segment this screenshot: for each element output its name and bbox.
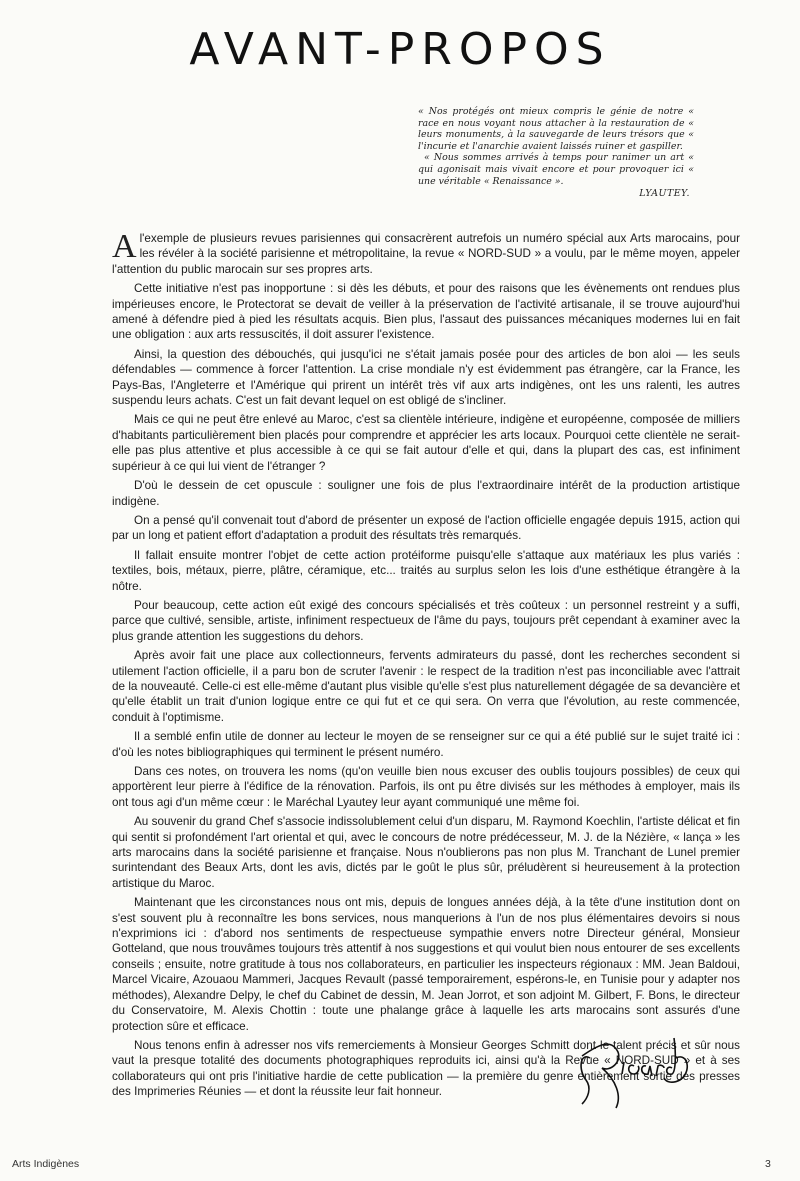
body-paragraph: Cette initiative n'est pas inopportune : si dès les débuts, et pour des raisons que les évènements ont rendues plus impérieuses encore, le Protectorat se devait de veiller à la préservation de l'activité artisanale, il se trouve aujourd'hui amené à défendre pied à pied les résultats acquis. Bien plus, l'assaut des puissances mécaniques modernes lui en fait une obligation : aux arts ressuscités, il doit assurer l'existence.	[112, 282, 740, 342]
page-number: 3	[765, 1158, 771, 1170]
body-paragraph: Mais ce qui ne peut être enlevé au Maroc, c'est sa clientèle intérieure, indigène et européenne, composée de milliers d'habitants particulièrement bien placés pour comprendre et apprécier les arts locaux. Pourquoi cette clientèle ne serait-elle pas plus attentive et plus accessible à ce qui se fait autour d'elle et qui, dans la plupart des cas, est infiniment supérieur à ce qui lui vient de l'étranger ?	[112, 413, 740, 473]
body-paragraph: Nous tenons enfin à adresser nos vifs remerciements à Monsieur Georges Schmitt dont le talent précis et sûr nous vaut la presque totalité des documents photographiques reproduits ici, ainsi qu'à la Revue « NORD-SUD » et à ses collaborateurs qui ont pris l'initiative hardie de cette publication — la première du genre entièrement sortie des presses des Imprimeries Réunies — et dont la réussite leur fait honneur.	[112, 1038, 740, 1099]
signature	[572, 1022, 702, 1110]
drop-cap: A	[112, 228, 137, 265]
body-paragraph: Dans ces notes, on trouvera les noms (qu'on veuille bien nous excuser des oublis toujours possibles) de ceux qui apportèrent leur pierre à l'édifice de la rénovation. Parfois, ils ont pu être divisés sur les méthodes à employer, mais ils ont tous agi d'un même cœur : le Maréchal Lyautey leur ayant communiqué une même foi.	[112, 765, 740, 809]
body-paragraph: Il fallait ensuite montrer l'objet de cette action protéiforme puisqu'elle s'attaque aux matériaux les plus variés : textiles, bois, métaux, pierre, plâtre, céramique, etc... traités au surplus selon les lois d'une esthétique étrangère à la nôtre.	[112, 548, 740, 593]
body-paragraph: Maintenant que les circonstances nous ont mis, depuis de longues années déjà, à la tête d'une institution dont on s'est souvent plu à reconnaître les bons services, nous manquerions à l'un de nos plus élémentaires devoirs si nous n'exprimions ici : d'abord nos sentiments de respectueuse sympathie envers notre Directeur général, Monsieur Gotteland, que nous trouvâmes toujours très attentif à nos suggestions et qui voulut bien nous entourer de ses excellents conseils ; ensuite, notre gratitude à tous nos collaborateurs, en particulier les inspecteurs régionaux : MM. Jean Baldoui, Marcel Vicaire, Azouaou Mammeri, Jacques Revault (passé temporairement, espérons-le, en Tunisie pour y adapter nos méthodes), Alexandre Delpy, le chef du Cabinet de dessin, M. Jean Jorrot, et son adjoint M. Gilbert, F. Bons, le directeur du Conservatoire, M. Alexis Chottin : toute une phalange grâce à laquelle les arts marocains sont assurés d'une protection sûre et efficace.	[112, 896, 740, 1033]
epigraph-paragraph: « Nous sommes arrivés à temps pour ranimer un art « qui agonisait mais vivait encore et pour provoquer ici « une véritable « Renaissance ».	[418, 152, 694, 187]
body-paragraph: Ainsi, la question des débouchés, qui jusqu'ici ne s'était jamais posée pour des articles de bon aloi — les seuls défendables — commence à forcer l'attention. La crise mondiale n'y est évidemment pas étrangère, car la France, les Pays-Bas, l'Angleterre et l'Amérique qui prirent un intérêt très vif aux arts indigènes, ont les uns ralenti, les autres suspendu leurs achats. C'est un fait devant lequel on est obligé de s'incliner.	[112, 347, 740, 408]
body-paragraph: Au souvenir du grand Chef s'associe indissolublement celui d'un disparu, M. Raymond Koechlin, l'artiste délicat et fin qui sentit si profondément l'art oriental et qui, avec le concours de notre prédécesseur, M. J. de la Nézière, « lança » les arts marocains dans la société parisienne et française. Nous n'oublierons pas non plus M. Tranchant de Lunel premier surintendant des Beaux Arts, dont les avis, dictés par le goût le plus sûr, préludèrent si heureusement à la protection artistique du Maroc.	[112, 815, 740, 890]
epigraph-quote	[418, 106, 694, 200]
body-paragraph: Après avoir fait une place aux collectionneurs, fervents admirateurs du passé, dont les recherches secondent si utilement l'action officielle, il a paru bon de scruter l'avenir : le respect de la tradition n'est pas inconciliable avec l'attrait de la nouveauté. Celle-ci est elle-même d'autant plus visible qu'elle s'est plus naturellement dégagée de sa devancière et qu'elle établit un trait d'union logique entre ce qui fut et ce qui sera. On verra que l'évolution, au reste commencée, conduit à l'optimisme.	[112, 649, 740, 724]
body-paragraph: On a pensé qu'il convenait tout d'abord de présenter un exposé de l'action officielle engagée depuis 1915, action qui par un long et patient effort d'adaptation a produit des résultats très remarqués.	[112, 513, 740, 543]
epigraph-author: LYAUTEY.	[639, 188, 690, 200]
body-text	[112, 228, 740, 1104]
publication-name: Arts Indigènes	[12, 1158, 80, 1170]
body-paragraph: Il a semblé enfin utile de donner au lecteur le moyen de se renseigner sur ce qui a été publié sur le sujet traité ici : d'où les notes bibliographiques qui terminent le présent numéro.	[112, 730, 740, 759]
epigraph-paragraph: « Nos protégés ont mieux compris le génie de notre « race en nous voyant nous attacher à la restauration de « leurs monuments, à la sauvegarde de leurs trésors que « l'incurie et l'anarchie avaient laissés ruiner et gaspiller.	[418, 106, 694, 152]
body-paragraph: D'où le dessein de cet opuscule : souligner une fois de plus l'extraordinaire intérêt de la production artistique indigène.	[112, 479, 740, 508]
body-paragraph: Al'exemple de plusieurs revues parisiennes qui consacrèrent autrefois un numéro spécial aux Arts marocains, pour les révéler à la société parisienne et métropolitaine, la revue « NORD-SUD » a voulu, par le même moyen, appeler l'attention du public marocain sur ses propres arts.	[112, 228, 740, 276]
body-paragraph: Pour beaucoup, cette action eût exigé des concours spécialisés et très coûteux : un personnel restreint y a suffi, parce que cultivé, sensible, artiste, infiniment respectueux de l'âme du pays, toujours prêt cependant à examiner avec la plus grande attention les suggestions du dehors.	[112, 598, 740, 643]
page-title: AVANT-PROPOS	[189, 24, 611, 75]
